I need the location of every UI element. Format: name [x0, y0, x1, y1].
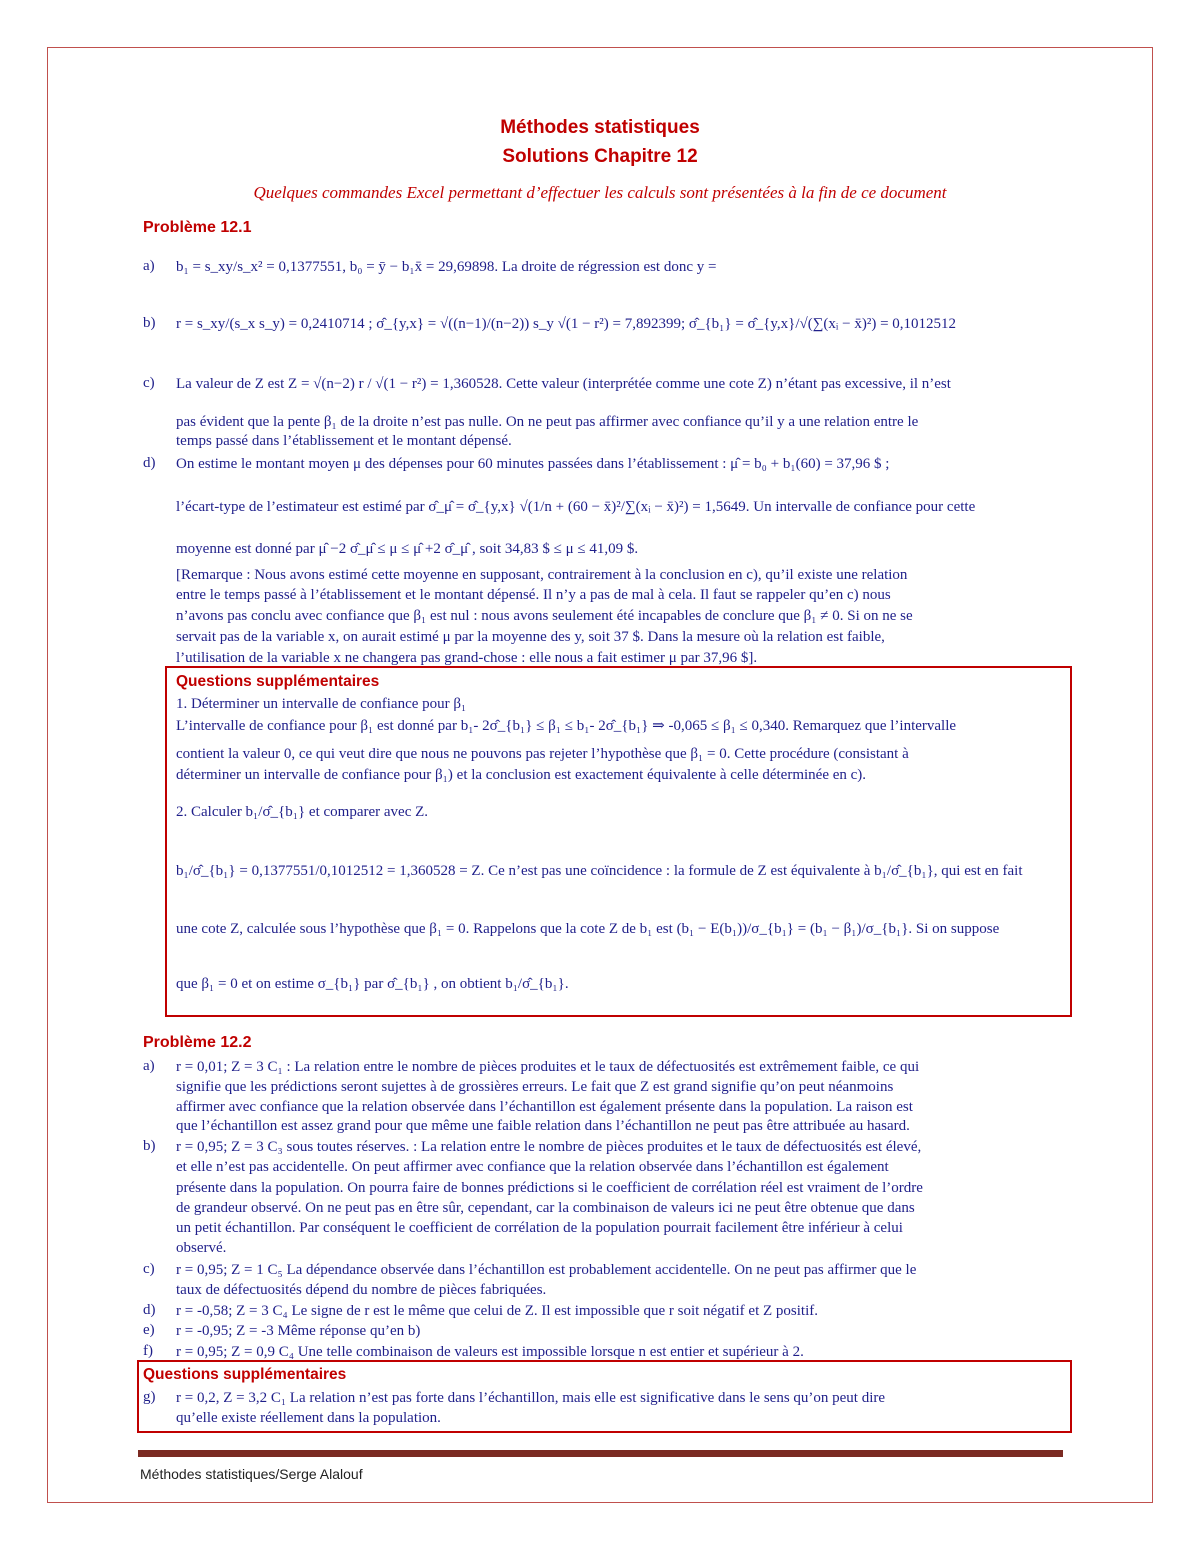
- question-2-answer: b₁/σ̂_{b₁} = 0,1377551/0,1012512 = 1,360528 = Z. Ce n’est pas une coïncidence : la formule de Z est équivalente à b₁/σ̂_{b₁}, qui est en fait: [176, 863, 1023, 879]
- item-label: b): [143, 315, 156, 331]
- remark-line: entre le temps passé à l’établissement et le montant dépensé. Il n’y a pas de mal à cela. Il faut se rappeler qu’en c) nous: [176, 587, 891, 603]
- item-label: f): [143, 1343, 153, 1359]
- answer-c-line: taux de défectuosités dépend du nombre de pièces fabriquées.: [176, 1282, 547, 1298]
- problem-12-1-heading: Problème 12.1: [143, 219, 252, 236]
- question-1-answer: contient la valeur 0, ce qui veut dire que nous ne pouvons pas rejeter l’hypothèse que β₁ = 0. Cette procédure (consistant à: [176, 746, 909, 762]
- answer-b-line: observé.: [176, 1240, 227, 1256]
- item-label: d): [143, 1302, 156, 1318]
- item-label: g): [143, 1389, 156, 1405]
- item-label: c): [143, 1261, 155, 1277]
- answer-f: r = 0,95; Z = 0,9 C₄ Une telle combinaison de valeurs est impossible lorsque n est entier et supérieur à 2.: [176, 1344, 804, 1360]
- item-label: e): [143, 1322, 155, 1338]
- question-2-answer: que β₁ = 0 et on estime σ_{b₁} par σ̂_{b₁} , on obtient b₁/σ̂_{b₁}.: [176, 976, 569, 992]
- answer-c-line: La valeur de Z est Z = √(n−2) r / √(1 − r²) = 1,360528. Cette valeur (interprétée comme une cote Z) n’étant pas excessive, il n’est: [176, 376, 951, 392]
- item-label: d): [143, 455, 156, 471]
- item-label: c): [143, 375, 155, 391]
- remark-line: n’avons pas conclu avec confiance que β₁ est nul : nous avons seulement été incapables de conclure que β₁ ≠ 0. Si on ne se: [176, 608, 913, 624]
- footer-rule: [138, 1450, 1063, 1457]
- footer-text: Méthodes statistiques/Serge Alalouf: [140, 1466, 363, 1482]
- answer-b-line: de grandeur observé. On ne peut pas en être sûr, cependant, car la combinaison de valeurs ici ne peut être obtenue que dans: [176, 1200, 915, 1216]
- answer-c-line: pas évident que la pente β₁ de la droite n’est pas nulle. On ne peut pas affirmer avec confiance qu’il y a une relation entre le: [176, 414, 919, 430]
- answer-c-line: r = 0,95; Z = 1 C₅ La dépendance observée dans l’échantillon est probablement accidentelle. On ne peut pas affirmer que le: [176, 1262, 917, 1278]
- problem-12-2-heading: Problème 12.2: [143, 1034, 252, 1051]
- answer-a-line: r = 0,01; Z = 3 C₁ : La relation entre le nombre de pièces produites et le taux de défectuosités est extrêmement faible, ce qui: [176, 1059, 920, 1075]
- answer-g-line: r = 0,2, Z = 3,2 C₁ La relation n’est pas forte dans l’échantillon, mais elle est significative dans le sens qu’on peut dire: [176, 1390, 886, 1406]
- item-label: a): [143, 258, 155, 274]
- answer-a: b₁ = s_xy/s_x² = 0,1377551, b₀ = ȳ − b₁x̄ = 29,69898. La droite de régression est donc y =: [176, 259, 717, 275]
- item-label: b): [143, 1138, 156, 1154]
- answer-d-line: l’écart-type de l’estimateur est estimé par σ̂_μ̂ = σ̂_{y,x} √(1/n + (60 − x̄)²/∑(xᵢ − x̄)²) = 1,5649. Un intervalle de confiance pour cette: [176, 499, 976, 515]
- answer-d-line: moyenne est donné par μ̂ −2 σ̂_μ̂ ≤ μ ≤ μ̂ +2 σ̂_μ̂ , soit 34,83 $ ≤ μ ≤ 41,09 $.: [176, 541, 639, 557]
- excel-note: Quelques commandes Excel permettant d’effectuer les calculs sont présentées à la fin de ce document: [253, 183, 947, 202]
- remark-line: servait pas de la variable x, on aurait estimé μ par la moyenne des y, soit 37 $. Dans la mesure où la relation est faible,: [176, 629, 885, 645]
- answer-b-line: et elle n’est pas accidentelle. On peut affirmer avec confiance que la relation observée dans l’échantillon est également: [176, 1159, 889, 1175]
- answer-d-line: On estime le montant moyen μ des dépenses pour 60 minutes passées dans l’établissement : μ̂ = b₀ + b₁(60) = 37,96 $ ;: [176, 456, 890, 472]
- document-title: Méthodes statistiques: [500, 117, 700, 138]
- box-title: Questions supplémentaires: [176, 673, 380, 690]
- answer-a-line: affirmer avec confiance que la relation observée dans l’échantillon est également présente dans la population. La raison est: [176, 1099, 913, 1115]
- answer-c-line: temps passé dans l’établissement et le montant dépensé.: [176, 433, 512, 449]
- answer-e: r = -0,95; Z = -3 Même réponse qu’en b): [176, 1323, 421, 1339]
- question-2: 2. Calculer b₁/σ̂_{b₁} et comparer avec Z.: [176, 804, 429, 820]
- answer-a-line: que l’échantillon est assez grand pour que même une faible relation dans l’échantillon ne peut pas être attribuée au hasard.: [176, 1118, 910, 1134]
- answer-d: r = -0,58; Z = 3 C₄ Le signe de r est le même que celui de Z. Il est impossible que r soit négatif et Z positif.: [176, 1303, 818, 1319]
- answer-b-line: un petit échantillon. Par conséquent le coefficient de corrélation de la population pourrait facilement être inférieur à celui: [176, 1220, 903, 1236]
- document-subtitle: Solutions Chapitre 12: [502, 146, 698, 167]
- question-2-answer: une cote Z, calculée sous l’hypothèse que β₁ = 0. Rappelons que la cote Z de b₁ est (b₁ − E(b₁))/σ_{b₁} = (b₁ − β₁)/σ_{b₁}. Si on suppose: [176, 921, 1000, 937]
- question-1: 1. Déterminer un intervalle de confiance pour β₁: [176, 696, 467, 712]
- answer-a-line: signifie que les prédictions seront sujettes à de grossières erreurs. Le fait que Z est grand signifie qu’on peut néanmoins: [176, 1079, 894, 1095]
- box-title: Questions supplémentaires: [143, 1366, 347, 1383]
- remark-line: l’utilisation de la variable x ne changera pas grand-chose : elle nous a fait estimer μ par 37,96 $].: [176, 650, 758, 666]
- answer-g-line: qu’elle existe réellement dans la population.: [176, 1410, 441, 1426]
- answer-b-line: r = 0,95; Z = 3 C₃ sous toutes réserves. : La relation entre le nombre de pièces produites et le taux de défectuosités est élevé,: [176, 1139, 922, 1155]
- answer-b-line: présente dans la population. On pourra faire de bonnes prédictions si le coefficient de corrélation réel est vraiment de l’ordre: [176, 1180, 923, 1196]
- question-1-answer: déterminer un intervalle de confiance pour β₁) et la conclusion est exactement équivalente à celle déterminée en c).: [176, 767, 867, 783]
- question-1-answer: L’intervalle de confiance pour β₁ est donné par b₁- 2σ̂_{b₁} ≤ β₁ ≤ b₁- 2σ̂_{b₁} ⇒ -0,065 ≤ β₁ ≤ 0,340. Remarquez que l’intervalle: [176, 718, 957, 734]
- remark-line: [Remarque : Nous avons estimé cette moyenne en supposant, contrairement à la conclusion en c), qu’il existe une relation: [176, 567, 908, 583]
- answer-b: r = s_xy/(s_x s_y) = 0,2410714 ; σ̂_{y,x} = √((n−1)/(n−2)) s_y √(1 − r²) = 7,892399; σ̂_{b₁} = σ̂_{y,x}/√(∑(xᵢ − x̄)²) = 0,1012512: [176, 316, 957, 332]
- item-label: a): [143, 1058, 155, 1074]
